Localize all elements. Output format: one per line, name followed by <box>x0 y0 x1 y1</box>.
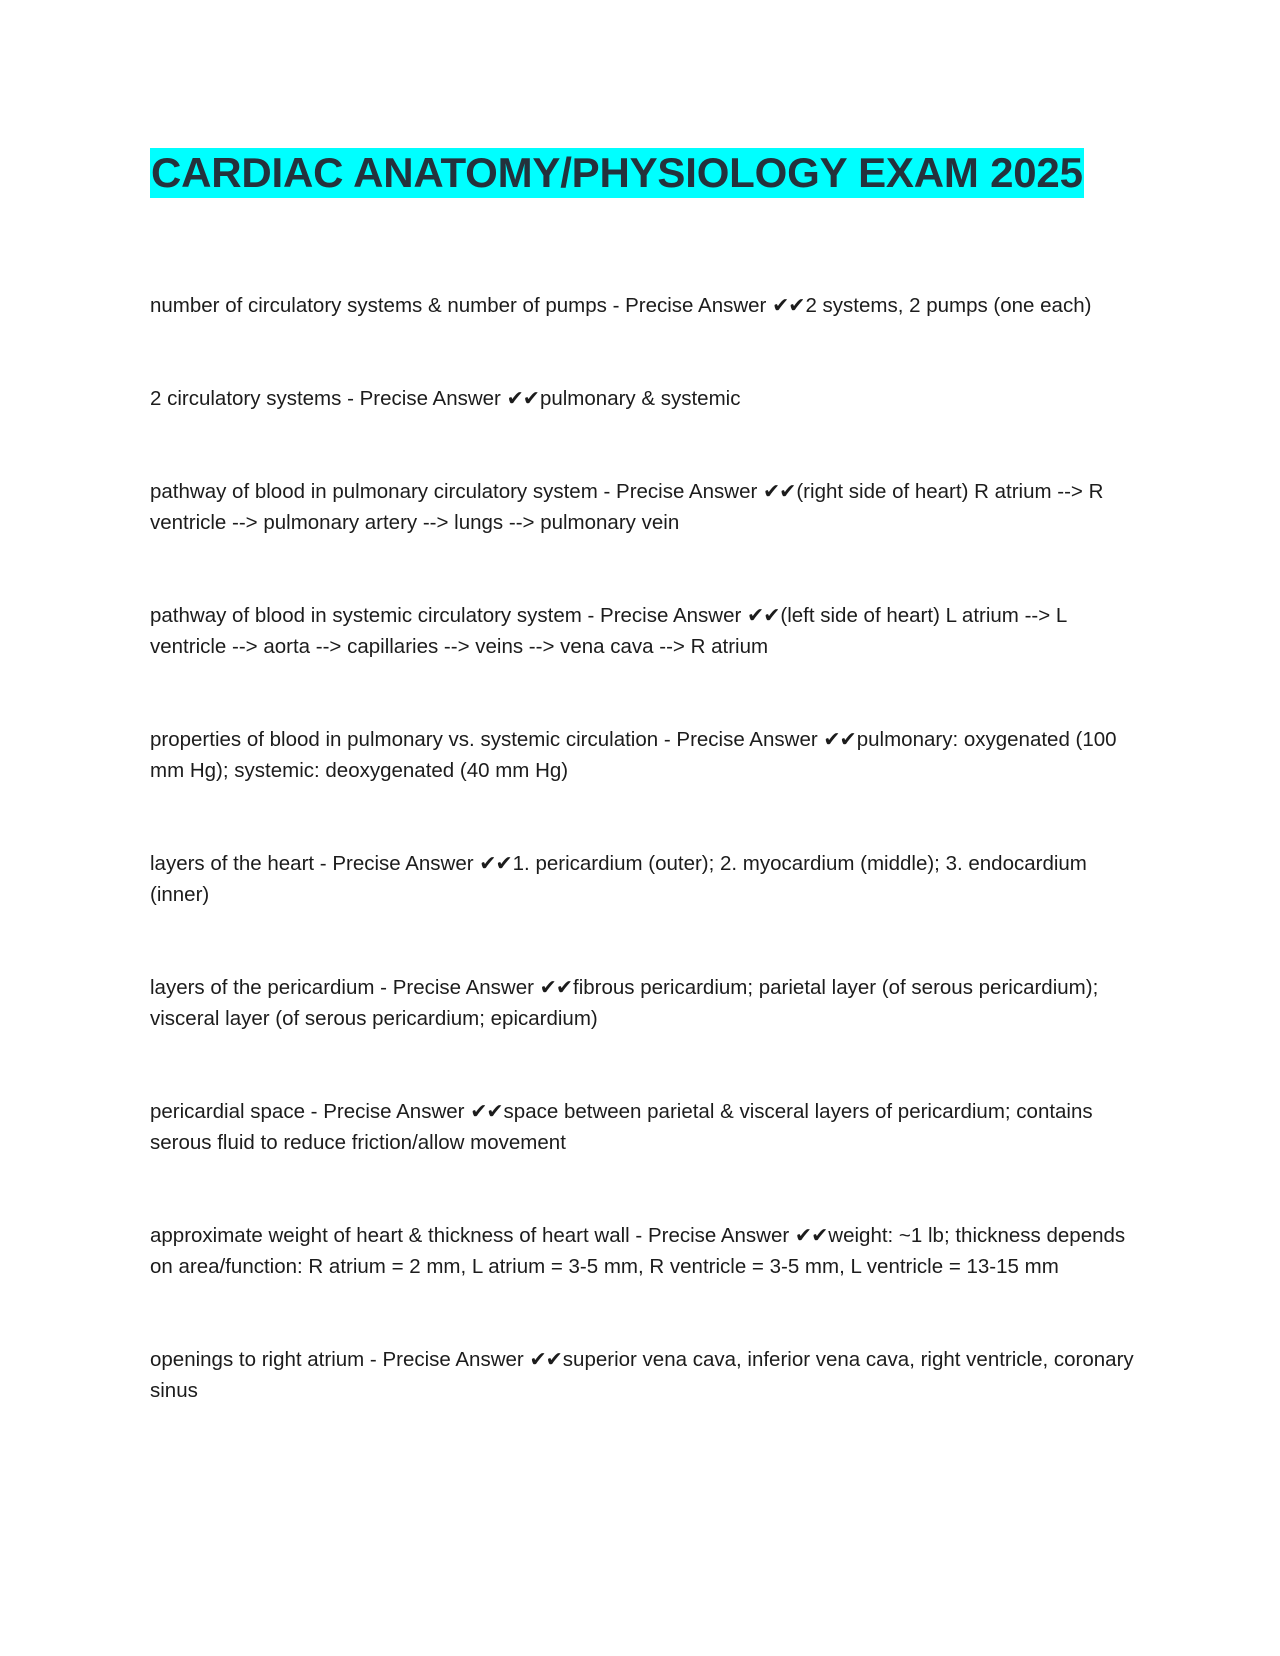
answer-label: Precise Answer <box>332 852 480 875</box>
separator: - <box>629 1224 648 1247</box>
question-text: 2 circulatory systems <box>150 387 342 410</box>
qa-item-5 <box>150 724 1140 786</box>
answer-label: Precise Answer <box>625 294 773 317</box>
check-icon: ✔✔ <box>794 1224 828 1247</box>
separator: - <box>364 1348 383 1371</box>
answer-text: (left side of heart) L atrium --> L ventricle --> aorta --> capillaries --> veins --> vena cava --> R atrium <box>150 604 1067 658</box>
separator: - <box>314 852 333 875</box>
answer-text: space between parietal & visceral layers of pericardium; contains serous fluid to reduce friction/allow movement <box>150 1100 1093 1154</box>
answer-label: Precise Answer <box>359 387 507 410</box>
qa-item-8 <box>150 1096 1140 1158</box>
answer-label: Precise Answer <box>392 976 540 999</box>
question-text: pathway of blood in systemic circulatory system <box>150 604 582 627</box>
qa-item-9 <box>150 1220 1140 1282</box>
check-icon: ✔✔ <box>479 852 512 875</box>
separator: - <box>606 294 626 317</box>
separator: - <box>658 728 677 751</box>
answer-label: Precise Answer <box>600 604 748 627</box>
check-icon: ✔✔ <box>823 728 856 751</box>
question-text: pericardial space <box>150 1100 305 1123</box>
answer-label: Precise Answer <box>382 1348 530 1371</box>
separator: - <box>341 387 360 410</box>
separator: - <box>374 976 393 999</box>
answer-label: Precise Answer <box>616 480 763 503</box>
qa-item-2 <box>150 383 1140 414</box>
question-text: approximate weight of heart & thickness of heart wall <box>150 1224 630 1247</box>
answer-text: superior vena cava, inferior vena cava, right ventricle, coronary sinus <box>150 1348 1134 1402</box>
question-text: pathway of blood in pulmonary circulatory system <box>150 480 598 503</box>
check-icon: ✔✔ <box>763 480 796 503</box>
qa-list <box>150 290 1140 1468</box>
answer-label: Precise Answer <box>323 1100 471 1123</box>
separator: - <box>304 1100 324 1123</box>
document-title: CARDIAC ANATOMY/PHYSIOLOGY EXAM 2025 <box>151 149 1083 196</box>
answer-text: pulmonary: oxygenated (100 mm Hg); systemic: deoxygenated (40 mm Hg) <box>150 728 1117 782</box>
qa-item-7 <box>150 972 1140 1034</box>
question-text: properties of blood in pulmonary vs. systemic circulation <box>150 728 659 751</box>
answer-text: (right side of heart) R atrium --> R ventricle --> pulmonary artery --> lungs --> pulmonary vein <box>150 480 1104 534</box>
qa-item-4 <box>150 600 1140 662</box>
question-text: layers of the pericardium <box>150 976 375 999</box>
answer-text: 2 systems, 2 pumps (one each) <box>805 294 1092 317</box>
check-icon: ✔✔ <box>506 387 539 410</box>
check-icon: ✔✔ <box>747 604 780 627</box>
answer-text: 1. pericardium (outer); 2. myocardium (middle); 3. endocardium (inner) <box>150 852 1087 906</box>
question-text: layers of the heart <box>150 852 315 875</box>
check-icon: ✔✔ <box>772 294 805 317</box>
answer-text: weight: ~1 lb; thickness depends on area/function: R atrium = 2 mm, L atrium = 3-5 mm, R ventricle = 3-5 mm, L ventricle = 13-15 mm <box>150 1224 1126 1278</box>
document-page <box>150 148 1140 1402</box>
check-icon: ✔✔ <box>470 1100 503 1123</box>
qa-item-10 <box>150 1344 1140 1406</box>
separator: - <box>581 604 601 627</box>
question-text: openings to right atrium <box>150 1348 365 1371</box>
answer-text: pulmonary & systemic <box>539 387 741 410</box>
check-icon: ✔✔ <box>529 1348 562 1371</box>
answer-text: fibrous pericardium; parietal layer (of serous pericardium); visceral layer (of serous pericardium; epicardium) <box>150 976 1099 1030</box>
answer-label: Precise Answer <box>676 728 824 751</box>
qa-item-6 <box>150 848 1140 910</box>
question-text: number of circulatory systems & number of pumps <box>150 294 607 317</box>
qa-item-1 <box>150 290 1140 321</box>
separator: - <box>597 480 617 503</box>
qa-item-3 <box>150 476 1140 538</box>
check-icon: ✔✔ <box>539 976 573 999</box>
answer-label: Precise Answer <box>647 1224 795 1247</box>
